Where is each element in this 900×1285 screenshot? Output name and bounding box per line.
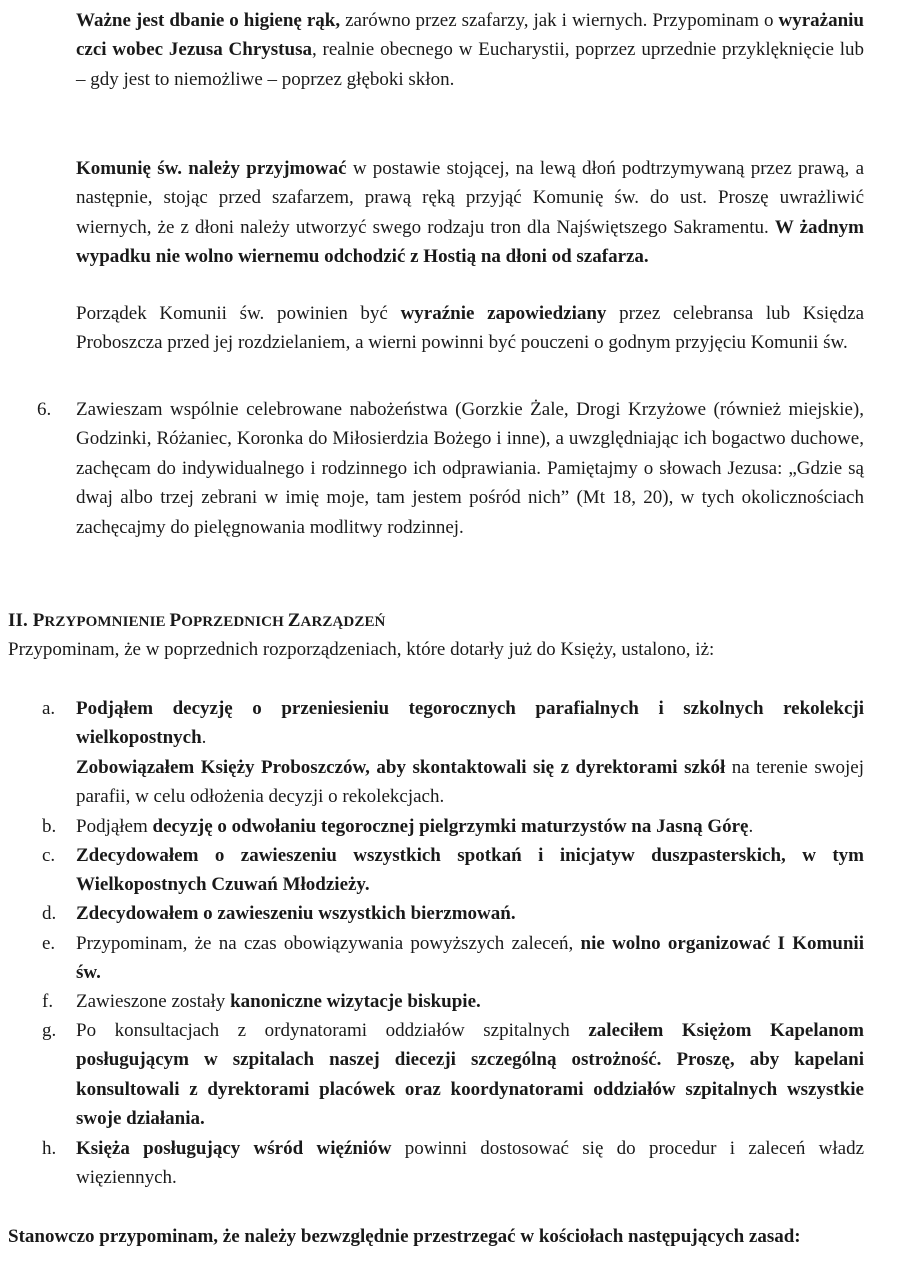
list-item-text: Podjąłem decyzję o odwołaniu tegorocznej pielgrzymki maturzystów na Jasną Górę. — [76, 816, 754, 837]
list-item-text: Podjąłem decyzję o przeniesieniu tegorocznych parafialnych i szkolnych rekolekcji wielkopostnych. Zobowiązałem Księży Proboszczów, aby skontaktowali się z dyrektorami szkół na terenie swojej parafii, w celu odłożenia decyzji o rekolekcjach. — [76, 698, 864, 808]
list-item-h — [8, 1134, 864, 1193]
list-marker: c. — [42, 845, 56, 866]
list-item-text: Księża posługujący wśród więźniów powinni dostosować się do procedur i zaleceń władz więziennych. — [76, 1138, 865, 1189]
list-marker: g. — [42, 1020, 57, 1041]
list-marker: d. — [42, 903, 57, 924]
list-item-text: Po konsultacjach z ordynatorami oddziałów szpitalnych zaleciłem Księżom Kapelanom posługującym w szpitalach naszej diecezji szczególną ostrożność. Proszę, aby kapelani konsultowali z dyrektorami placówek oraz koordynatorami oddziałów szpitalnych wszystkie swoje działania. — [76, 1020, 864, 1130]
list-item-a — [8, 694, 864, 812]
list-item-text: Zawieszone zostały kanoniczne wizytacje biskupie. — [76, 991, 481, 1012]
list-item-f — [8, 987, 864, 1016]
list-item-c — [8, 841, 864, 900]
list-item-text: Zdecydowałem o zawieszeniu wszystkich spotkań i inicjatyw duszpasterskich, w tym Wielkopostnych Czuwań Młodzieży. — [76, 845, 864, 896]
list-item-d — [8, 899, 864, 928]
list-marker: a. — [42, 698, 56, 719]
paragraph-communion-order: Porządek Komunii św. powinien być wyraźnie zapowiedziany przez celebransa lub Księdza Proboszcza przed jej rozdzielaniem, a wierni powinni być pouczeni o godnym przyjęciu Komunii św. — [76, 303, 865, 354]
list-marker: f. — [42, 991, 54, 1012]
section-intro: Przypominam, że w poprzednich rozporządzeniach, które dotarły już do Księży, ustalono, iż: — [8, 639, 715, 660]
list-item-text: Zdecydowałem o zawieszeniu wszystkich bierzmowań. — [76, 903, 516, 924]
list-marker: h. — [42, 1138, 57, 1159]
list-marker: 6. — [37, 399, 52, 420]
list-item-6 — [8, 395, 864, 542]
list-item-e — [8, 929, 864, 988]
section-heading: II. PRZYPOMNIENIE POPRZEDNICH ZARZĄDZEŃ — [8, 610, 386, 631]
list-marker: b. — [42, 816, 57, 837]
list-item-g — [8, 1016, 864, 1134]
list-item-b — [8, 812, 864, 841]
paragraph-hygiene: Ważne jest dbanie o higienę rąk, zarówno przez szafarzy, jak i wiernych. Przypominam o wyrażaniu czci wobec Jezusa Chrystusa, realnie obecnego w Eucharystii, poprzez uprzednie przyklęknięcie lub – gdy jest to niemożliwe – poprzez głęboki skłon. — [76, 10, 865, 90]
list-item-text: Przypominam, że na czas obowiązywania powyższych zaleceń, nie wolno organizować I Komunii św. — [76, 933, 864, 984]
list-item-text: Zawieszam wspólnie celebrowane nabożeństwa (Gorzkie Żale, Drogi Krzyżowe (również miejskie), Godzinki, Różaniec, Koronka do Miłosierdzia Bożego i inne), a uwzględniając ich bogactwo duchowe, zachęcam do indywidualnego i rodzinnego ich odprawiania. Pamiętajmy o słowach Jezusa: „Gdzie są dwaj albo trzej zebrani w imię moje, tam jestem pośród nich” (Mt 18, 20), w tych okolicznościach zachęcajmy do pielęgnowania modlitwy rodzinnej. — [76, 399, 864, 538]
closing-paragraph: Stanowczo przypominam, że należy bezwzględnie przestrzegać w kościołach następujących zasad: — [8, 1226, 801, 1247]
list-marker: e. — [42, 933, 56, 954]
paragraph-communion: Komunię św. należy przyjmować w postawie stojącej, na lewą dłoń podtrzymywaną przez prawą, a następnie, stojąc przed szafarzem, prawą ręką przyjąć Komunię św. do ust. Proszę uwrażliwić wiernych, że z dłoni należy utworzyć swego rodzaju tron dla Najświętszego Sakramentu. W żadnym wypadku nie wolno wiernemu odchodzić z Hostią na dłoni od szafarza. — [76, 158, 864, 268]
